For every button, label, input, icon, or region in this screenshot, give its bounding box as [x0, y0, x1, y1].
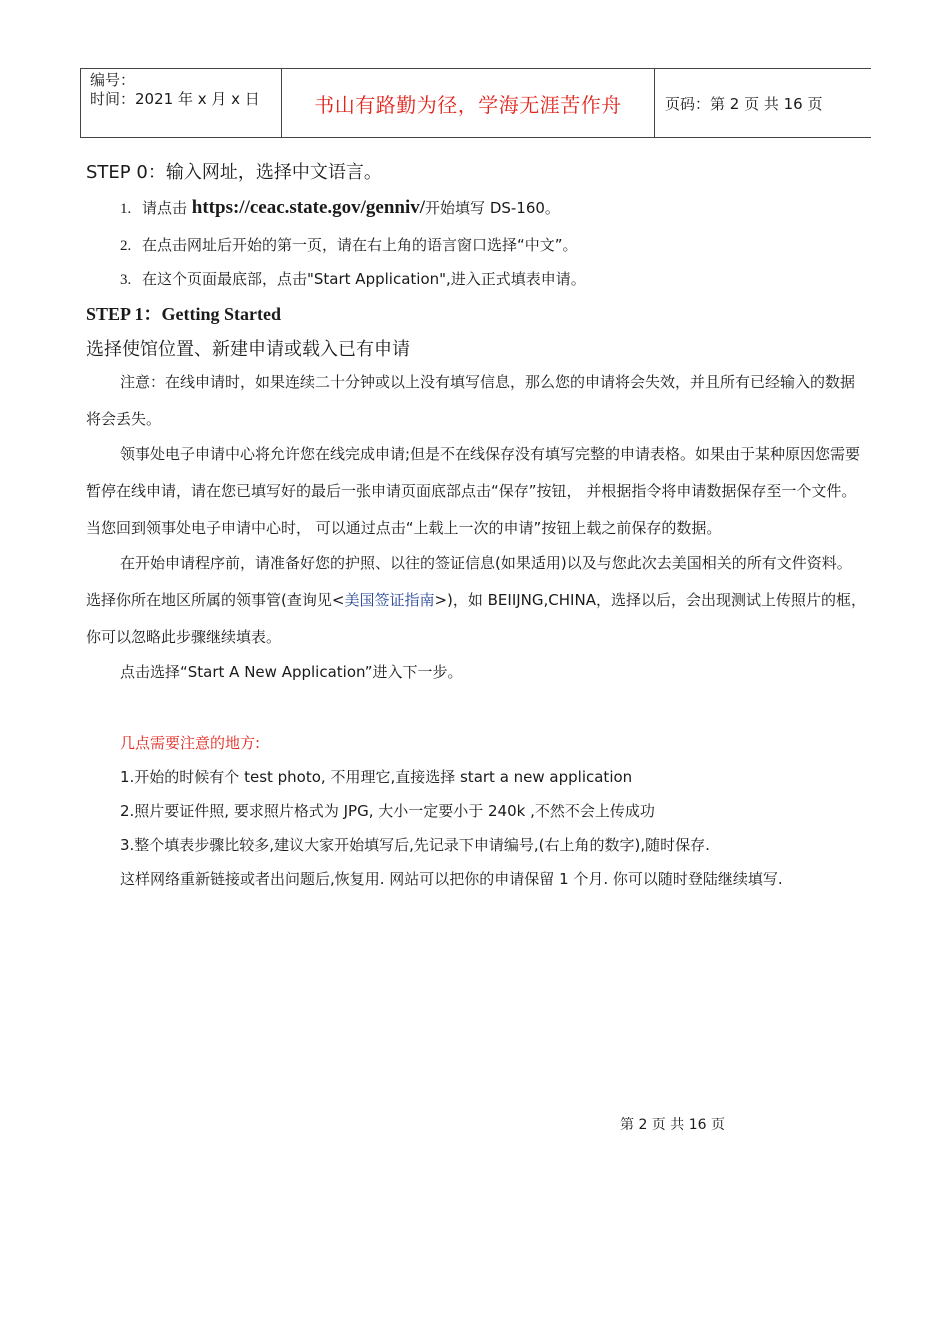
note-item-1: 1.开始的时候有个 test photo, 不用理它,直接选择 start a new application: [120, 768, 633, 786]
step0-item-2: [120, 234, 578, 255]
header-motto-cell: [282, 69, 655, 137]
step1-title-bold: STEP 1: [86, 304, 144, 324]
step0-item-2-text: 在点击网址后开始的第一页，请在右上角的语言窗口选择“中文”。: [142, 236, 578, 254]
footer-page-number: 第 2 页 共 16 页: [620, 1117, 725, 1133]
step0-item-3: [120, 268, 586, 289]
list-number: 1.: [120, 201, 132, 217]
step0-item-1-pre: 请点击: [142, 199, 192, 217]
step1-paragraph-4: 点击选择“Start A New Application”进入下一步。: [120, 663, 463, 681]
list-number: 3.: [120, 272, 132, 288]
doc-time-label: 时间：2021 年 x 月 x 日: [90, 90, 260, 108]
header-table: [80, 68, 871, 138]
step0-item-1-post: 开始填写 DS-160。: [425, 199, 560, 217]
visa-guide-link[interactable]: 美国签证指南: [344, 591, 435, 609]
note-item-3: 3.整个填表步骤比较多,建议大家开始填写后,先记录下申请编号,(右上角的数字),随时保存.: [120, 836, 710, 854]
step1-paragraph-2: 领事处电子申请中心将允许您在线完成申请;但是不在线保存没有填写完整的申请表格。如果由于某种原因您需要暂停在线申请，请在您已填写好的最后一张申请页面底部点击“保存”按钮， 并根据指令将申请数据保存至一个文件。当您回到领事处电子申请中心时， 可以通过点击“上载上一次的申请”按钮上载之前保存的数据。: [86, 445, 861, 537]
header-motto: 书山有路勤为径，学海无涯苦作舟: [314, 92, 622, 117]
notes-heading: 几点需要注意的地方:: [120, 734, 261, 752]
list-number: 2.: [120, 238, 132, 254]
step1-paragraph-3-a: 在开始申请程序前，请准备好您的护照、以往的签证信息(如果适用)以及与您此次去美国相关的所有文件资料。选择你所在地区所属的领事管(查询见<: [86, 554, 852, 609]
step1-paragraph-3-b: >)，如 BEIIJNG,CHINA，选择以后，会出现测试上传照片的框，你可以忽略此步骤继续填表。: [86, 591, 866, 646]
doc-number-label: 编号：: [90, 71, 136, 89]
step1-title-rest: ：Getting Started: [143, 304, 282, 324]
header-page-label: 页码：第 2 页 共 16 页: [665, 94, 823, 113]
note-item-4: 这样网络重新链接或者出问题后,恢复用. 网站可以把你的申请保留 1 个月. 你可以随时登陆继续填写.: [120, 870, 783, 888]
step1-subtitle: 选择使馆位置、新建申请或载入已有申请: [86, 339, 410, 360]
ceac-url-link[interactable]: https://ceac.state.gov/genniv/: [191, 197, 426, 218]
header-meta-cell: [81, 69, 282, 137]
step0-item-3-text: 在这个页面最底部，点击"Start Application",进入正式填表申请。: [142, 270, 586, 288]
step1-paragraph-1: 注意：在线申请时，如果连续二十分钟或以上没有填写信息，那么您的申请将会失效，并且所有已经输入的数据将会丢失。: [86, 373, 856, 428]
step0-item-1: [120, 197, 560, 219]
header-page-cell: [655, 69, 871, 137]
step1-paragraph-3: [86, 545, 866, 656]
step1-title: [86, 300, 281, 326]
step0-title: STEP 0：输入网址，选择中文语言。: [86, 162, 382, 183]
note-item-2: 2.照片要证件照, 要求照片格式为 JPG, 大小一定要小于 240k ,不然不会上传成功: [120, 802, 655, 820]
